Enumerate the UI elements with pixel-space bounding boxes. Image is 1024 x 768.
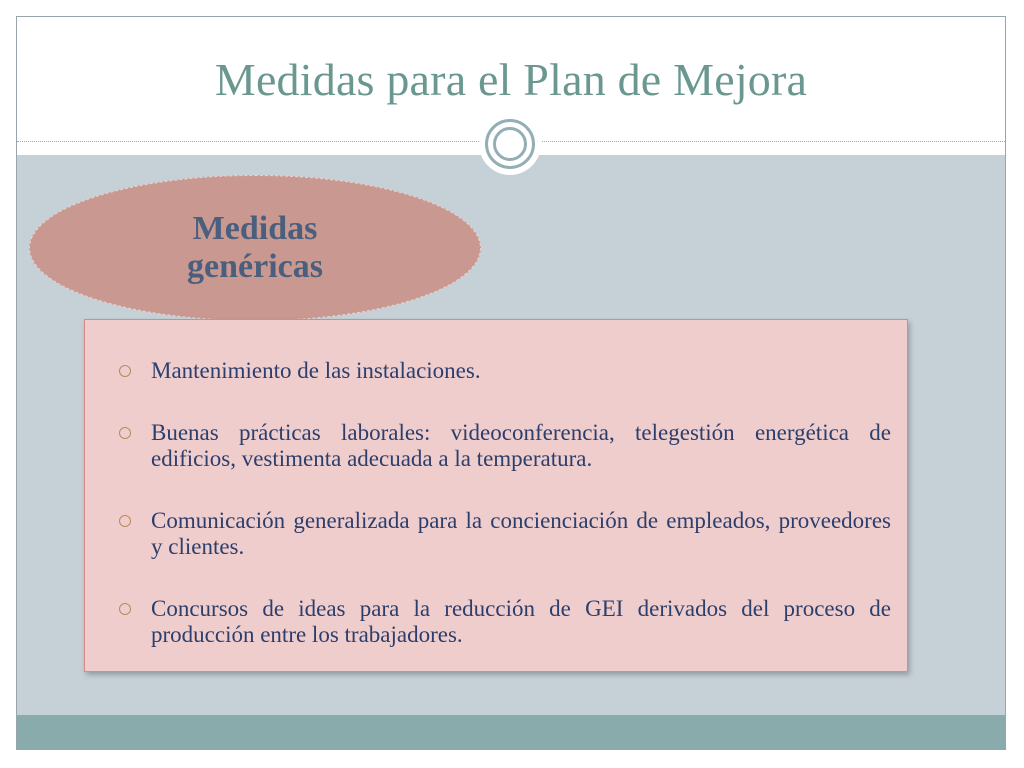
hollow-circle-bullet-icon (119, 365, 131, 377)
list-item (119, 420, 891, 472)
footer-bar (17, 715, 1005, 749)
bullet-list (119, 358, 891, 684)
hollow-circle-bullet-icon (119, 515, 131, 527)
bullet-text: Mantenimiento de las instalaciones. (151, 358, 481, 383)
bullet-text: Comunicación generalizada para la concienciación de empleados, proveedores y clientes. (151, 508, 891, 559)
list-item (119, 596, 891, 648)
section-badge (29, 175, 481, 321)
bullet-text: Buenas prácticas laborales: videoconferencia, telegestión energética de edificios, vestimenta adecuada a la temperatura. (151, 420, 891, 471)
bullet-text: Concursos de ideas para la reducción de GEI derivados del proceso de producción entre los trabajadores. (151, 596, 891, 647)
list-item (119, 508, 891, 560)
hollow-circle-bullet-icon (119, 427, 131, 439)
hollow-circle-bullet-icon (119, 603, 131, 615)
bullet-box (84, 319, 908, 672)
slide (16, 16, 1006, 750)
list-item (119, 358, 891, 384)
circle-ring-icon (479, 113, 541, 175)
section-badge-label: Medidas genéricas (187, 210, 323, 285)
slide-title: Medidas para el Plan de Mejora (214, 54, 808, 105)
